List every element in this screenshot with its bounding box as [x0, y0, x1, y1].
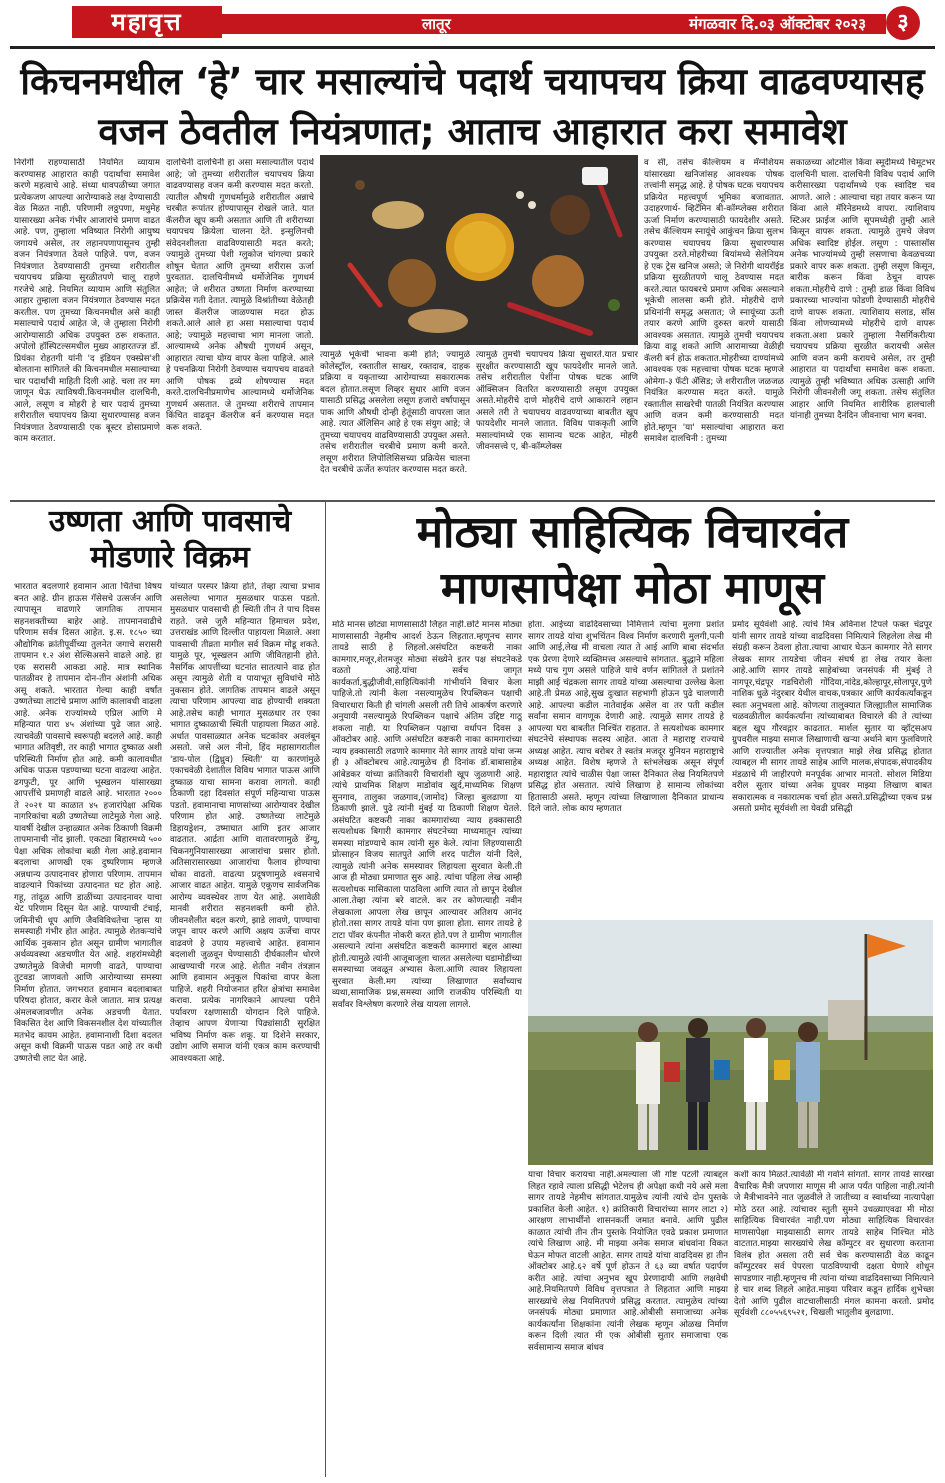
article2-headline-line2: मोडणारे विक्रम	[90, 540, 250, 575]
masthead	[0, 0, 945, 44]
article1-column-3: त्यामुळे भूकेची भावना कमी होते; ज्यामुळे कोलेस्ट्रॉल, रक्तातील साखर, रक्तदाब, दाहक प्रक्रिया व यकृताच्या आरोग्याच्या सकारात्मक बदल होतात.लसूण लिव्हर सुधार आणि वजन यासाठी प्रसिद्ध असलेला लसूण हजारो वर्षांपासून पाक आणि औषधी दोन्ही हेतूंसाठी वापरला जात आहे. त्यात ॲलिसिन आहे हे एक संयुग आहे; जे तुमच्या चयापचय वाढविण्यासाठी उपयुक्त असते. तसेच शरीरातील चरबीचे प्रमाण कमी करते. लसूण शरीरात लिपोलिसिसच्या प्रक्रियेस चालना देत चरबीचे ऊर्जेत रूपांतर करण्यास मदत करते.	[320, 350, 470, 475]
felicitation-photo	[528, 920, 933, 1165]
article2-headline-line1: उष्णता आणि पावसाचे	[48, 504, 292, 539]
article1-column-4: त्यामुळे तुमची चयापचय क्रिया सुधारते.यात प्रचार सुरक्षीत करण्यासाठी खूप फायदेशीर मानले जाते. तसेच शरीरातील पेशींना पोषक घटक आणि ऑक्सिजन वितरित करण्यासाठी लसूण उपयुक्त असते.मोहरीचे दाणे मोहरीचे दाणे आकाराने लहान असले तरी ते चयापचय वाढवण्याच्या बाबतीत खूप फायदेशीर मानले जातात. विविध पाककृती आणि मसाल्यांमध्ये एक सामान्य घटक आहेत, मोहरी जीवनसत्त्वे ए, बी-कॉम्प्लेक्स	[476, 350, 638, 452]
article3-column-3: प्रमोद सूर्यवंशी आहे. त्यांचे मित्र अविनाश टिपले फक्त चंद्रपूर यांनी सागर तायडे यांच्या वाढदिवसा निमित्याने लिहलेला लेख मी संग्रही करून ठेवला होता.त्याचा आधार घेऊन कामगार नेते सागर लेखक सागर तायडेचा जीवन संघर्ष हा लेख तयार केला आहे.आणि सागर तायडे साहेबांच्या जनसंपर्क मी मुंबई ते नागपूर,चंद्रपूर गडचिरोली गोंदिया,नांदेड,कोल्हापूर,सोलापूर,पुणे नाशिक धुळे नंदुरबार येथील वाचक,पत्रकार आणि कार्यकर्त्यांकडून स्वतः अनुभवला आहे. कोणत्या तालुक्यात जिल्ह्यातील सामाजिक चळवळीतील कार्यकर्त्यांना त्यांच्याबाबत विचारले की ते त्यांच्या बद्दल खूप गौरवद्गार काढतात. मार्शल सुतार या व्हॉट्सअप ग्रुपवरील माझ्या समाज लिखाणाची खऱ्या अर्थाने बाग फुलविणारे आणि राज्यातील अनेक वृत्तपत्रात माझे लेख प्रसिद्ध होतात त्याबद्दल मी सागर तायडे साहेब आणि मालक,संपादक,संपादकीय मंडळाचे मी जाहीरपणे मनपूर्वक आभार मानतो. सोशल मिडिया वरील सुतार यांच्या अनेक ग्रुपवर माझ्या लिखाण बाबत सकारात्मक व नकारात्मक चर्चा होत असते.प्रसिद्धीच्या एकच प्रश्न असतो प्रमोद सूर्यवंशी ला येवढी प्रसिद्धी	[732, 620, 932, 814]
people-in-field-illustration	[528, 920, 933, 1165]
newspaper-logo: महावृत्त	[72, 6, 222, 38]
article2-column-2: यांच्यात परस्पर क्रिया होते, तेव्हा त्याचा प्रभाव असलेल्या भागात मुसळधार पाऊस पडतो. मुसळधार पावसाची ही स्थिती तीन ते पाच दिवस राहते. जसे जुलै महिन्यात हिमाचल प्रदेश, उत्तराखंड आणि दिल्लीत पाहायला मिळाले. अशा पावसाची तीव्रता मागील सर्व विक्रम मोडू शकते. यामुळे पूर, भूस्खलन आणि जीवितहानी होते. नैसर्गिक आपत्तींच्या घटनांत सातत्याने वाढ होत असून त्यामुळे शेती व पायाभूत सुविधांचे मोठे नुकसान होते. जागतिक तापमान वाढले असून त्याचा परिणाम आपल्या वाढ होण्याची शक्यता आहे.तसेच काही भागात मुसळधार तर एका भागात दुष्काळाची स्थिती पाहायला मिळत आहे. अर्धात पावसाळ्यात अनेक घटकांवर अवलंबून असतो. जसे अल नीनो, हिंद महासागरातील 'डाय-पोल (द्विध्रुव) स्थिती' या कारणांमुळे एकाचवेळी देशातील विविध भागात पाऊस आणि दुष्काळ याचा सामना करावा लागतो. काही ठिकाणी दहा दिवसांत संपूर्ण महिन्याचा पाऊस पडतो. हवामानाचा माणसांच्या आरोग्यावर देखील परिणाम होत आहे. उष्णतेच्या लाटेमुळे डिहायड्रेशन, उष्माघात आणि इतर आजार वाढतात. आर्द्रता आणि वातावरणामुळे डेंग्यू, चिकनगुनियासारख्या आजारांचा प्रसार होतो. अतिसारासारख्या आजारांचा फैलाव होण्याचा धोका वाढतो. वाढत्या प्रदूषणामुळे श्वसनाचे आजार वाढत आहेत. यामुळे एकूणच सार्वजनिक आरोग्य व्यवस्थेवर ताण येत आहे. अशावेळी मानवी शरीरात सहनशक्ती कमी होते. जीवनशैलीत बदल करणे, झाडे लावणे, पाण्याचा जपून वापर करणे आणि अक्षय ऊर्जेचा वापर वाढवणे हे उपाय महत्त्वाचे आहेत. हवामान बदलाशी जुळवून घेण्यासाठी दीर्घकालीन धोरणे आखण्याची गरज आहे. शेतीत नवीन तंत्रज्ञान आणि हवामान अनुकूल पिकांचा वापर केला पाहिजे. शहरी नियोजनात हरित क्षेत्रांचा समावेश करावा. प्रत्येक नागरिकाने आपल्या परीने पर्यावरण रक्षणासाठी योगदान दिले पाहिजे. तेव्हाच आपण येणाऱ्या पिढ्यांसाठी सुरक्षित भविष्य निर्माण करू शकू. या दिशेने सरकार, उद्योग आणि समाज यांनी एकत्र काम करण्याची आवश्यकता आहे.	[170, 582, 320, 1064]
edition-city: लातूर	[422, 15, 451, 33]
page-number: ३	[886, 6, 920, 40]
spices-photo	[320, 155, 638, 345]
article1-column-5: व सी, तसेच कॅल्शियम व मॅग्नेशियम यांसारख्या खनिजांसह आवश्यक पोषक तत्त्वांनी समृद्ध आहे. हे पोषक घटक चयापचय प्रक्रियेत महत्त्वपूर्ण भूमिका बजावतात. उदाहरणार्थ- व्हिटॅमिन बी-कॉम्प्लेक्स शरीरात ऊर्जा निर्माण करण्यासाठी फायदेशीर असते. तसेच कॅल्शियम स्नायूंचे आकुंचन क्रिया सुलभ करण्यास चयापचय क्रिया सुधारण्यास उपयुक्त ठरते.मोहरीच्या बियांमध्ये सेलेनियम हे एक ट्रेस खनिज असते; जे निरोगी थायरॉईड प्रक्रिया सुरळीतपणे चालू ठेवण्यास मदत करते.त्यात फायबरचे प्रमाण अधिक असल्याने भूकेची लालसा कमी होते. मोहरीचे दाणे प्रथिनांनी समृद्ध असतात; जे स्नायूंच्या ऊती तयार करणे आणि दुरुस्त करणे यासाठी आवश्यक असतात. त्यामुळे तुमची चयापचय क्रिया वाढू शकते आणि आरामाच्या वेळीही कॅलरी बर्न होऊ शकतात.मोहरीच्या दाण्यांमध्ये आवश्यक एक महत्त्वाचा पोषक घटक म्हणजे ओमेगा-३ फॅटी ॲसिड; जे शरीरातील जळजळ नियंत्रित करण्यास मदत करते. यामुळे रक्तातील साखरेची पातळी नियंत्रित करण्यास आणि वजन कमी करण्यासाठी मदत होते.म्हणून 'या' मसाल्यांचा आहारात करा समावेश दालचिनी : तुमच्या	[644, 158, 784, 444]
section-divider	[10, 500, 935, 502]
masthead-bar	[222, 14, 886, 34]
article2-column-1: भारतात बदलणारे हवामान आता चिंतेचा विषय बनत आहे. ग्रीन हाऊस गॅसेसचे उत्सर्जन आणि त्यापासून वाढणारे जागतिक तापमान सहनशक्तीच्या बाहेर आहे. तापमानवाढीचे परिणाम सर्वत्र दिसत आहेत. इ.स. १८५० च्या औद्योगिक क्रांतीपूर्वीच्या तुलनेत जगाचे सरासरी तापमान १.२ अंश सेल्सिअसने वाढले आहे. हा एक सरासरी आकडा आहे. मात्र स्थानिक पातळीवर हे तापमान दोन-तीन अंशांनी अधिक असू शकते. भारतात गेल्या काही वर्षांत उष्णतेच्या लाटांचे प्रमाण आणि कालावधी वाढला आहे. अनेक राज्यांमध्ये एप्रिल आणि मे महिन्यात पारा ४५ अंशांच्या पुढे जात आहे. त्याचवेळी पावसाचे स्वरूपही बदलले आहे. काही भागात अतिवृष्टी, तर काही भागात दुष्काळ अशी परिस्थिती निर्माण होत आहे. कमी कालावधीत अधिक पाऊस पडण्याच्या घटना वाढल्या आहेत. ढगफुटी, पूर आणि भूस्खलन यांसारख्या आपत्तींचे प्रमाणही वाढले आहे. भारतात २००० ते २०२१ या काळात ४५ हजारांपेक्षा अधिक नागरिकांचा बळी उष्णतेच्या लाटेमुळे गेला आहे. यावर्षी देखील उन्हाळ्यात अनेक ठिकाणी विक्रमी तापमानाची नोंद झाली. एकट्या बिहारमध्ये ५०० पेक्षा अधिक लोकांचा बळी गेला आहे.हवामान बदलाचा आणखी एक दुष्परिणाम म्हणजे अन्नधान्य उत्पादनावर होणारा परिणाम. तापमान वाढल्याने पिकांच्या उत्पादनात घट होत आहे. गहू, तांदूळ आणि डाळींच्या उत्पादनावर याचा थेट परिणाम दिसून येत आहे. पाण्याची टंचाई, जमिनीची धूप आणि जैवविविधतेचा ऱ्हास या समस्याही गंभीर होत आहेत. त्यामुळे शेतकऱ्यांचे आर्थिक नुकसान होत असून ग्रामीण भागातील अर्थव्यवस्था अडचणीत येत आहे. शहरांमध्येही उष्णतेमुळे विजेची मागणी वाढते, पाण्याचा तुटवडा जाणवतो आणि आरोग्याच्या समस्या निर्माण होतात. जगभरात हवामान बदलाबाबत परिषदा होतात, करार केले जातात. मात्र प्रत्यक्ष अंमलबजावणीत अनेक अडचणी येतात. विकसित देश आणि विकसनशील देश यांच्यातील मतभेद कायम आहेत. हवामानाशी दिशा बदलत असून कधी विक्रमी पाऊस पडत आहे तर कधी उष्णतेची लाट येत आहे.	[14, 582, 162, 1064]
article1-column-2: दालचिनी दालचिनी हा असा मसाल्यातील पदार्थ आहे; जो तुमच्या शरीरातील चयापचय क्रिया वाढवण्यासह वजन कमी करण्यास मदत करतो. त्यातील औषधी गुणधर्मांमुळे शरीरातील अन्नाचे चरबीत रूपांतर होण्यापासून रोखले जाते. यात कॅलरीज खूप कमी असतात आणि ती शरीराच्या चयापचय क्रियेला चालना देते. इन्सुलिनची संवेदनशीलता वाढविण्यासाठी मदत करते; ज्यामुळे तुमच्या पेशी ग्लुकोज चांगल्या प्रकारे शोषून घेतात आणि तुमच्या शरीरास ऊर्जा पुरवतात. दालचिनीमध्ये थर्मोजेनिक गुणधर्म आहेत; जे शरीरात उष्णता निर्माण करण्याच्या प्रक्रियेस गती देतात. त्यामुळे विश्रांतीच्या वेळेतही जास्त कॅलरीज जाळण्यास मदत होऊ शकते.आले आले हा असा मसाल्याचा पदार्थ आहे; ज्यामुळे महत्त्वाचा भाग मानला जातो. आल्यामध्ये अनेक औषधी गुणधर्म असून, आहारात त्याचा योग्य वापर केला पाहिजे. आले हे पचनक्रिया निरोगी ठेवण्यास चयापचय वाढवते आणि पोषक द्रव्ये शोषण्यास मदत करते.दालचिनीप्रमाणेच आल्यामध्ये थर्मोजेनिक गुणधर्म असतात. जे तुमच्या शरीराचे तापमान किंचित वाढवून कॅलरीज बर्न करण्यास मदत करू शकते.	[166, 158, 314, 433]
column-divider	[325, 502, 326, 1477]
spices-illustration	[320, 155, 638, 345]
article1-headline-line1: किचनमधील ‘हे’ चार मसाल्यांचे पदार्थ चयापचय क्रिया वाढवण्यासह	[20, 60, 925, 103]
article1-column-6: सकाळच्या ओटमील किंवा स्मूदीमध्ये चिमूटभर दालचिनी घाला. दालचिनी विविध पदार्थ आणि करीसारख्या पदार्थांमध्ये एक स्वादिष्ट चव आणते. आले : आल्याचा चहा तयार करून प्या किंवा आले मॅरिनेडमध्ये वापरा. त्याशिवाय स्टिअर फ्राईज आणि सूपमध्येही तुम्ही आले किसून वापरू शकता. त्यामुळे तुमचे जेवण अधिक स्वादिष्ट होईल. लसूण : पास्तासॉस अनेक भाज्यांमध्ये तुम्ही लसणाचा केवळचव्या प्रकारे वापर करू शकता. तुम्ही लसूण किसून, बारीक करून किंवा ठेचून वापरू शकता.मोहरीचे दाणे : तुम्ही डाळ किंवा विविध प्रकारच्या भाज्यांना फोडणी देण्यासाठी मोहरीचे दाणे वापरू शकता. त्याशिवाय सलाड, सॉस किंवा लोणच्यामध्ये मोहरीचे दाणे वापरू शकता.अशा प्रकारे तुम्हाला नैसर्गिकरीत्या चयापचय प्रक्रिया सुरळीत करायची असेल आणि वजन कमी करायचे असेल, तर तुम्ही आहारात या पदार्थांचा समावेश करू शकता. त्यामुळे तुम्ही भविष्यात अधिक उत्साही आणि निरोगी जीवनशैली जगू शकता. तसेच संतुलित आहार आणि नियमित शारीरिक हालचाली यांनाही तुमच्या दैनंदिन जीवनाचा भाग बनवा.	[790, 158, 935, 421]
issue-date: मंगळवार दि.०३ ऑक्टोबर २०२३	[689, 15, 866, 33]
masthead-rule	[10, 46, 935, 49]
article3-headline-line2: माणसापेक्षा मोठा माणूस	[440, 563, 825, 614]
article1-headline-line2: वजन ठेवतील नियंत्रणात; आताच आहारात करा समावेश	[98, 110, 847, 153]
article1-column-1: निरोगी राहण्यासाठी नियमित व्यायाम करण्यासह आहारात काही पदार्थांचा समावेश करणे महत्वाचे आहे. संध्या धावपळीच्या जगात प्रत्येकजण आपल्या आरोग्याकडे लक्ष देण्यासाठी वेळ मिळत नाही. परिणामी लठ्ठपणा, मधुमेह यासारख्या अनेक गंभीर आजारांचे प्रमाण वाढत आहे. पण, तुम्हाला भविष्यात निरोगी आयुष्य जगायचे असेल, तर लहानपणापासूनच तुम्ही वजन नियंत्रणात ठेवले पाहिजे. पण, वजन नियंत्रणात ठेवण्यासाठी तुमच्या शरीरातील चयापचय प्रक्रिया सुरळीतपणे चालू राहणे गरजेचे आहे. नियमित व्यायाम आणि संतुलित आहार तुम्हाला वजन नियंत्रणात ठेवण्यास मदत करतील. पण तुमच्या किचनमधील असे काही मसाल्याचे पदार्थ आहेत जे, जे तुम्हाला निरोगी आरोग्यासाठी अधिक उपयुक्त ठरू शकतात. अपोलो हॉस्पिटल्समधील मुख्य आहारतज्ज्ञ डॉ. प्रियंका रोहतगी यांनी 'द इंडियन एक्स्प्रेस'शी बोलताना सांगितले की किचनमधील मसाल्याच्या चार पदार्थांची माहिती दिली आहे. चला तर मग जाणून घेऊ त्याविषयी.किचनमधील दालचिनी, आले, लसूण व मोहरी हे चार पदार्थ तुमच्या शरीरातील चयापचय क्रिया सुधारण्यासह वजन नियंत्रणात ठेवण्यासाठी एक बूस्टर डोसाप्रमाणे काम करतात.	[14, 158, 160, 444]
article3-column-5: याचा विचार करायचा नाही.अमल्याला जी गोष्ट पटली त्याबद्दल लिहत रहावे त्याला प्रसिद्धी भेटेलच ही अपेक्षा कधी नये असे मला सागर तायडे नेहमीच सांगतात.यामुळेच त्यांनी त्यांचे दोन पुस्तके प्रकाशित केली आहेत. १) क्रांतिकारी विचारांच्या सागर लाटा २) आरक्षण लाभार्थींनो शासनकर्ती जमात बनावे. आणि पुढील काळात त्यांची तीन तीन पुस्तके नियोजित एवढे प्रकाश प्रमाणात त्यांचे लिखाण आहे. मी माझ्या अनेक समाज बांधवांना विकत घेऊन मोफत वाटली आहेत. सागर तायडे यांचा वाढदिवस हा तीन ऑक्टोबर आहे.६२ वर्षे पूर्ण होऊन ते ६३ व्या वर्षात पदार्पण करीत आहे. त्यांचा अनुभव खूप प्रेरणादायी आणि लक्षवेधी आहे.नियमितपणे विविध वृत्तपत्रात ते लिहतात आणि माझ्या सारख्यांचे लेख नियमितपणे प्रसिद्ध करतात. त्यामुळेच त्यांच्या जनसंपर्क मोठ्या प्रमाणात आहे.ओबीसी समाजाच्या अनेक कार्यकर्त्यांना शिक्षकांना त्यांनी लेखक म्हणून ओळख निर्माण करून दिली त्यात मी एक ओबीसी सुतार समाजाचा एक सर्वसामान्य समाज बांधव	[528, 1170, 728, 1353]
article3-column-1: मोठे मानस छोट्या माणसासाठी लिहत नाही.छोटे मानस मोठ्या माणसासाठी नेहमीच आदर्श ठेऊन लिहतात.म्हणूनच सागर तायडे साठी हे लिहलो.असंघटित कष्टकरी नाका कामगार,मजूर,शेतमजूर मोठ्या संख्येने इतर पक्ष संघटनेकडे वळतो आहे.यांचा सर्वच जागृत कार्यकर्ता,बुद्धीजीवी,साहित्यिकांनी गांभीर्याने विचार केला पाहिजे.तो त्यांनी केला नसल्यामुळेच रिपब्लिकन पक्षाची विचारधारा किती ही चांगली असली तरी तिचे आकर्षण करणारे अनुयायी नसल्यामुळे रिपब्लिकन पक्षाचे अंतिम उद्दिष्ट गाठू शकला नाही. या रिपब्लिकन पक्षाचा वर्धापन दिवस ३ ऑक्टोबर आहे. आणि असंघटित कष्टकरी नाका कामगारांच्या न्याय हक्कासाठी लढणारे कामगार नेते सागर तायडे यांचा जन्म ही ३ ऑक्टोबरच आहे.त्यामुळेच ही दिनांक डॉ.बाबासाहेब आंबेडकर यांच्या क्रांतिकारी विचारांशी खूप जुळणारी आहे. त्यांचे प्राथमिक शिक्षण माडोवांव खुर्द,माध्यमिक शिक्षण सुनगाव, तालुका जळगाव,(जामोद) जिल्हा बुलढाणा या ठिकाणी झाले. पुढे त्यांनी मुंबई या ठिकाणी शिक्षण घेतले. असंघटित कष्टकरी नाका कामगारांच्या न्याय हक्कासाठी सत्यशोधक बिगारी कामगार संघटनेच्या माध्यमातून त्यांच्या समस्या मांडण्याचे काम त्यांनी सुरु केले. त्यांना लिहण्यासाठी प्रोत्साहन विजय सातपुते आणि शरद पाटील यांनी दिले, त्यामुळे त्यांनी अनेक समस्यावर लिहायला सुरवात केली.ती आज ही मोठ्या प्रमाणात सुरु आहे. त्यांचा पहिला लेख आम्ही सत्यशोधक मासिकाला पाठविला आणि त्यात तो छापून देखील आला.तेव्हा त्यांना बरे वाटले. कर तर कोणत्याही नवीन लेखकाला आपला लेख छापून आल्यावर अतिशय आनंद होतो.तसा सागर तायडे यांना पण झाला होता. सागर तायडे हे टाटा पॉवर कंपनीत नोकरी करत होते.पण ते ग्रामीण भागातील असल्याने त्यांना असंघटित कष्टकरी कामगारां बद्दल आस्था होती.त्यामुळे त्यांनी आजूबाजूला चालत असलेल्या घडामोडींच्या समस्याच्या जवळून अभ्यास केला.आणि त्यावर लिहायला सुरवात केली.मग त्यांच्या लिखाणात सर्वांच्याच व्यथा,सामाजिक प्रश्न,समस्या आणि राजकीय परिस्थिती या सर्वांवर विश्लेषण करणारे लेख यायला लागले.	[332, 620, 522, 1010]
article3-headline-line1: मोठ्या साहित्यिक विचारवंत	[416, 507, 849, 558]
article3-column-2: होता. आईच्या वाढदिवसाच्या निमित्ताने त्यांचा मुलगा प्रशांत सागर तायडे यांचा शुभचिंतन विश्व निर्माण करणारी मुलगी,पत्नी आणि आई,लेख मी वाचला त्यात ते आई आणि बाबा संदर्भात एक प्रेरणा देणारे व्यक्तिमत्त्व असल्याचे सांगतात. बुद्धाने महिला मध्ये पाच गुण असले पाहिजे याचे वर्णन सांगितले ते प्रशांतने माझी आई चंद्रकला सागर तायडे यांच्या असल्याचा उल्लेख केला आहे.ती प्रेमळ आहे,सुख दुःखात सहभागी होऊन पुढे चालणारी आहे. आपल्या कडील नातेवाईक असेल वा तर पती कडील सर्वांना समान वागणूक देणारी आहे. त्यामुळे सागर तायडे हे आपल्या घरा बाबतीत निश्चिंत राहतात. ते सत्यशोधक कामगार संघटनेचे संस्थापक सदस्य आहेत. आता ते महाराष्ट्र राज्याचे अध्यक्ष आहेत. त्याच बरोबर ते स्वतंत्र मजदूर युनियन महाराष्ट्राचे अध्यक्ष आहेत. विशेष म्हणजे ते स्तंभलेखक असून संपूर्ण महाराष्ट्रात त्यांचे चाळीस पेक्षा जास्त दैनिकात लेख नियमितपणे प्रसिद्ध होत असतात. त्यांचे लिखाण हे सामान्य लोकांच्या हितासाठी असते. म्हणून त्यांच्या लिखाणाला दैनिकात प्राधान्य दिले जाते. लोक काय म्हणतात	[528, 620, 724, 814]
article3-column-6: कशी काय मिळते.त्यावेळी मी गर्वाने सांगतो. सागर तायडे सारखा वैचारिक मैत्री जपणारा माणूस मी आज पर्यंत पाहिला नाही.त्यांनी जे मैत्रीभावनेने नात जुळवीले ते जातीच्या व स्वार्थाच्या नात्यापेक्षा मोठे ठरत आहे. त्यांचावर स्तुती सुमने उधळ्याएवढा मी मोठा साहित्यिक विचारवंत नाही.पण मोठ्या साहित्यिक विचारवंत माणसापेक्षा माझ्यासाठी सागर तायडे साहेब निश्चित मोठे वाटतात.माझ्या सारख्यांचे लेख कॉम्पुटर वर सुधारणा करताना विलंब होत असला तरी सर्व चेक करण्यासाठी वेळ काढून कॉम्पुटरवर सर्व पेपरला पाठविण्याची दक्षता घेणारे शोधून सापडणार नाही.म्हणूनच मी त्यांना यांच्या वाढदिवसाच्या निमित्याने हे चार शब्द लिहले आहेत.माझ्या परिवार कडून हार्दिक शुभेच्छा देतो आणि पुढील वाटचालीसाठी मंगल कामना करतो. प्रमोद सूर्यवंशी ८८०५५६९५२१, चिखली भातुलीव बुलढाणा.	[734, 1170, 934, 1318]
